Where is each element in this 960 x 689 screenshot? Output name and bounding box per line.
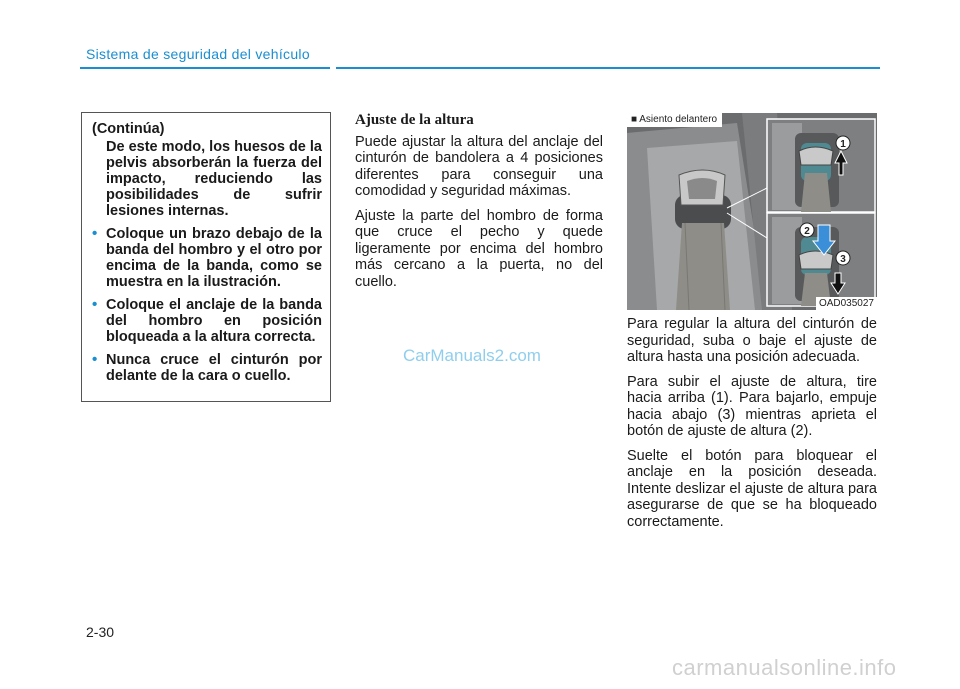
site-watermark: carmanualsonline.info — [672, 655, 897, 680]
carmanuals-watermark: CarManuals2.com — [403, 346, 541, 365]
section-paragraph: Puede ajustar la altura del anclaje del cinturón de bandolera a 4 posiciones diferentes para conseguir una comodidad y seguridad máximas. — [355, 133, 603, 199]
svg-text:2: 2 — [804, 226, 810, 237]
warning-box — [81, 112, 331, 402]
seatbelt-height-figure — [627, 113, 877, 310]
warning-intro: De este modo, los huesos de la pelvis absorberán la fuerza del impacto, reduciendo las posibilidades de sufrir lesiones internas. — [106, 139, 322, 219]
warning-bullet-text: Coloque el anclaje de la banda del hombro en posición bloqueada a la altura correcta. — [106, 297, 322, 345]
continued-label: (Continúa) — [92, 121, 165, 137]
middle-column — [355, 112, 603, 298]
svg-text:1: 1 — [840, 139, 846, 150]
warning-bullet — [92, 297, 322, 345]
warning-bullet — [92, 226, 322, 290]
svg-text:3: 3 — [840, 254, 846, 265]
seatbelt-illustration — [627, 113, 877, 310]
page-number: 2-30 — [86, 624, 115, 640]
bullet-icon: • — [92, 296, 98, 313]
title-rule — [80, 67, 880, 69]
section-heading: Ajuste de la altura — [355, 112, 474, 128]
warning-bullet — [92, 352, 322, 384]
bullet-icon: • — [92, 351, 98, 368]
section-paragraph: Ajuste la parte del hombro de forma que cruce el pecho y quede ligeramente por encima del hombro más cercano a la puerta, no del cuello. — [355, 207, 603, 290]
right-paragraph: Suelte el botón para bloquear el anclaje en la posición deseada. Intente deslizar el ajuste de altura para asegurarse de que se ha bloqueado correctamente. — [627, 447, 877, 530]
right-paragraph: Para subir el ajuste de altura, tire hacia arriba (1). Para bajarlo, empuje hacia abajo (3) mientras aprieta el botón de ajuste de altura (2). — [627, 373, 877, 439]
figure-code: OAD035027 — [816, 297, 877, 310]
warning-bullet-text: Coloque un brazo debajo de la banda del hombro y el otro por encima de la banda, como se muestra en la ilustración. — [106, 226, 322, 290]
warning-bullet-text: Nunca cruce el cinturón por delante de la cara o cuello. — [106, 352, 322, 384]
bullet-icon: • — [92, 225, 98, 242]
right-column — [627, 316, 877, 538]
right-paragraph: Para regular la altura del cinturón de seguridad, suba o baje el ajuste de altura hasta una posición adecuada. — [627, 316, 877, 365]
section-title: Sistema de seguridad del vehículo — [86, 46, 310, 62]
title-rule-gap — [330, 63, 336, 71]
figure-label: ■ Asiento delantero — [627, 113, 722, 127]
